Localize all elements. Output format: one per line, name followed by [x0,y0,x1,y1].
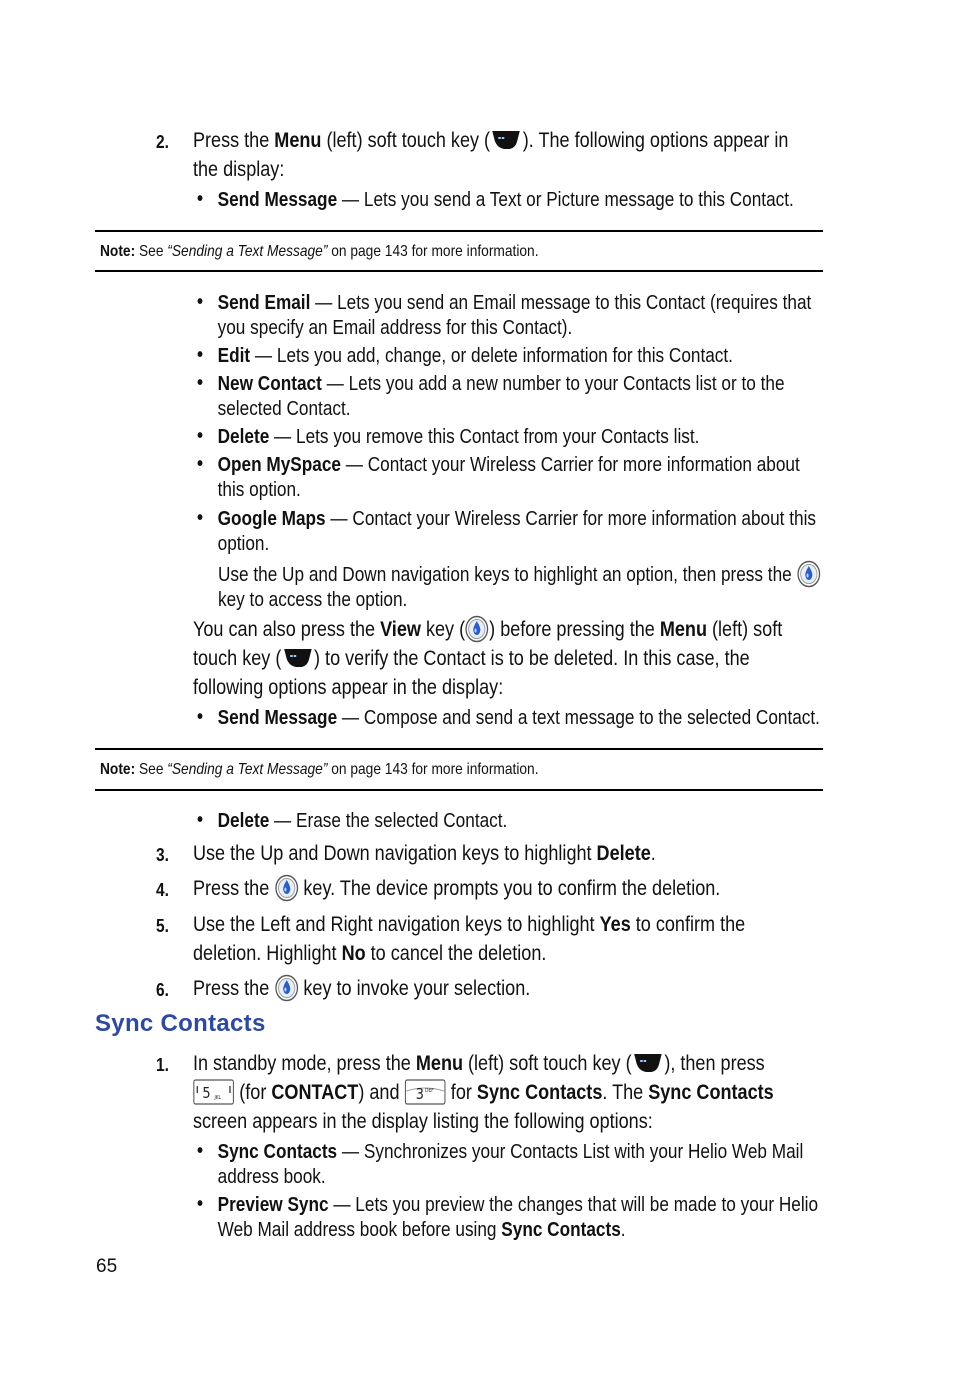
bullet-dot: • [197,453,204,475]
bullet-dot: • [197,1140,204,1162]
left-softkey-icon [491,129,522,151]
bullet-dot: • [197,291,204,313]
bullet-dot: • [197,507,204,529]
cross-reference: “Sending a Text Message” [167,761,328,778]
note-top-rule [95,748,823,750]
note-bottom-rule [95,270,823,272]
nav-instruction: Use the Up and Down navigation keys to highlight an option, then press the key to access the option. [218,560,821,613]
bullet-dot: • [197,425,204,447]
bullet-dot: • [197,1193,204,1215]
ok-key-icon [796,560,820,588]
bullet-dot: • [197,809,204,831]
number-5-key-icon [193,1079,234,1105]
left-softkey-icon [632,1052,663,1074]
key-digit: 3 [415,1086,424,1104]
left-softkey-icon [282,647,313,669]
step-number: 2. [156,132,169,152]
number-3-key-icon [405,1079,446,1105]
bullet-dot: • [197,372,204,394]
ok-key-icon [274,874,298,902]
note-1: Note: See “Sending a Text Message” on page 143 for more information. [100,243,539,260]
note-bottom-rule [95,789,823,791]
section-heading: Sync Contacts [95,1010,266,1037]
cross-reference: “Sending a Text Message” [167,243,328,260]
key-letters: DEF [425,1088,434,1095]
ok-key-icon [465,615,489,643]
key-digit: 5 [202,1085,211,1103]
key-letters: JKL [214,1095,221,1102]
ok-key-icon [274,974,298,1002]
bullet-dot: • [197,344,204,366]
note-2: Note: See “Sending a Text Message” on page 143 for more information. [100,761,539,778]
bullet-dot: • [197,706,204,728]
note-top-rule [95,230,823,232]
menu-key-label: Menu [274,129,322,152]
bullet-dot: • [197,188,204,210]
view-paragraph: You can also press the View key ( ) before pressing the Menu (left) soft touch key ( ) to verify the Contact is to be deleted. In this case, the following options appear in the display: [193,615,782,702]
page-number: 65 [96,1256,118,1277]
